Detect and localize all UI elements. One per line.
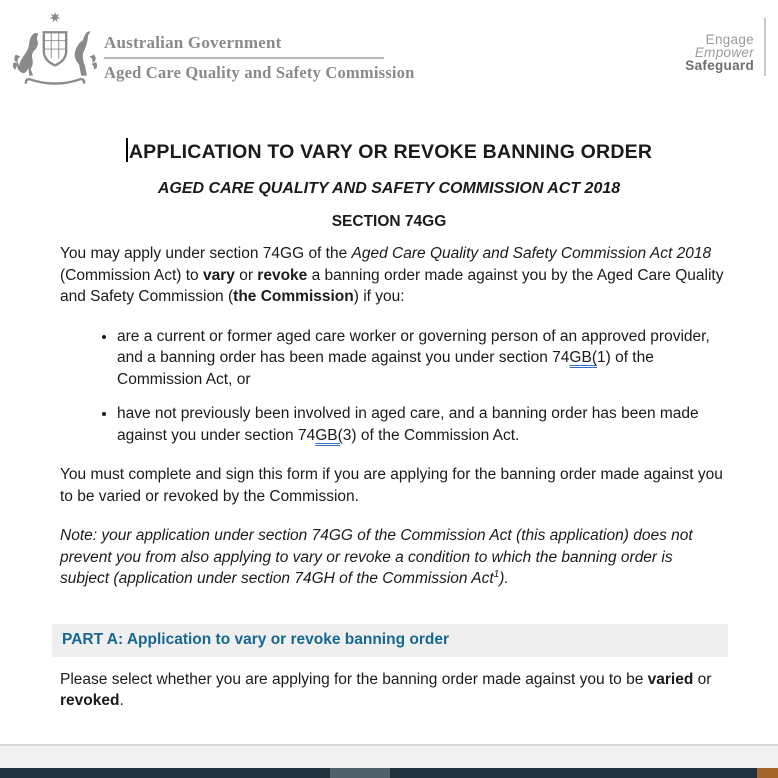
text-run: have not previously been involved in aged care, and a banning order has been made against you under section 74 bbox=[117, 405, 699, 444]
text-run: varied bbox=[647, 670, 694, 688]
page-title[interactable] bbox=[50, 138, 728, 164]
emu-icon bbox=[75, 31, 91, 75]
taskbar bbox=[0, 768, 778, 778]
taskbar-active-item[interactable] bbox=[330, 768, 390, 778]
bullet-item-2[interactable] bbox=[117, 403, 724, 446]
tagline bbox=[685, 18, 766, 76]
text-run: GB( bbox=[315, 426, 343, 444]
intro-paragraph[interactable] bbox=[60, 243, 724, 308]
text-run: ). bbox=[499, 570, 509, 587]
text-run: are a current or former aged care worker or governing person of an approved provider, and a banning order has been made against you under section 74 bbox=[117, 327, 710, 366]
government-name: Australian Government bbox=[104, 33, 282, 52]
text-run: Aged Care Quality and Safety Commission Act 2018 bbox=[351, 245, 712, 262]
document-body[interactable] bbox=[60, 243, 724, 712]
text-run: (Commission Act) to bbox=[60, 266, 203, 284]
tagline-engage: Engage bbox=[705, 32, 754, 47]
text-run: Please select whether you are applying for the banning order made against you to be bbox=[60, 670, 648, 688]
text-run: or bbox=[693, 670, 712, 688]
status-bar bbox=[0, 746, 778, 768]
text-run: a banning order made against you by the Aged Care Quality and Safety Commission ( bbox=[60, 266, 724, 305]
part-a-heading[interactable]: PART A: Application to vary or revoke banning order bbox=[52, 624, 728, 657]
text-run: or bbox=[234, 266, 258, 284]
commission-name: Aged Care Quality and Safety Commission bbox=[104, 63, 415, 82]
text-run: vary bbox=[202, 266, 235, 284]
bullet-item-1[interactable] bbox=[117, 326, 724, 391]
text-run: GB( bbox=[569, 349, 597, 366]
scroll-icon bbox=[26, 79, 84, 84]
text-run: 3) of the Commission Act. bbox=[342, 426, 520, 444]
text-run: revoke bbox=[257, 266, 308, 284]
text-run: You may apply under section 74GG of the bbox=[60, 245, 352, 262]
note-paragraph[interactable] bbox=[60, 525, 724, 590]
text-run: Note: your application under section 74GG of the Commission Act (this application) does not prevent you from also applying to vary or revoke a condition to which the banning order is subject (application under section 74GH of the Commission Act bbox=[60, 527, 693, 587]
star-icon bbox=[50, 12, 61, 23]
australian-coat-of-arms-icon bbox=[8, 8, 102, 92]
text-cursor bbox=[126, 138, 128, 162]
must-complete-paragraph[interactable]: You must complete and sign this form if you are applying for the banning order made against you to be varied or revoked by the Commission. bbox=[60, 466, 723, 505]
text-run: . bbox=[119, 692, 124, 709]
act-subtitle[interactable]: AGED CARE QUALITY AND SAFETY COMMISSION ACT 2018 bbox=[157, 180, 621, 197]
taskbar-right-item[interactable] bbox=[757, 768, 778, 778]
text-run: revoked bbox=[60, 692, 120, 709]
text-run: the Commission bbox=[233, 288, 354, 305]
branding-divider bbox=[104, 57, 384, 59]
text-run: ) if you: bbox=[353, 288, 405, 305]
tagline-empower: Empower bbox=[694, 44, 754, 60]
kangaroo-icon bbox=[19, 33, 38, 76]
section-line[interactable]: SECTION 74GG bbox=[331, 213, 447, 230]
tagline-safeguard: Safeguard bbox=[685, 57, 754, 73]
text-run: 1) of the Commission Act, or bbox=[117, 349, 654, 388]
document-title-block bbox=[50, 138, 728, 231]
text-run: 1 bbox=[493, 568, 500, 580]
eligibility-bullet-list bbox=[60, 326, 724, 447]
department-branding bbox=[104, 33, 414, 83]
page-title-text: APPLICATION TO VARY OR REVOKE BANNING ORDER bbox=[128, 141, 653, 163]
select-instruction-paragraph[interactable] bbox=[60, 669, 724, 712]
